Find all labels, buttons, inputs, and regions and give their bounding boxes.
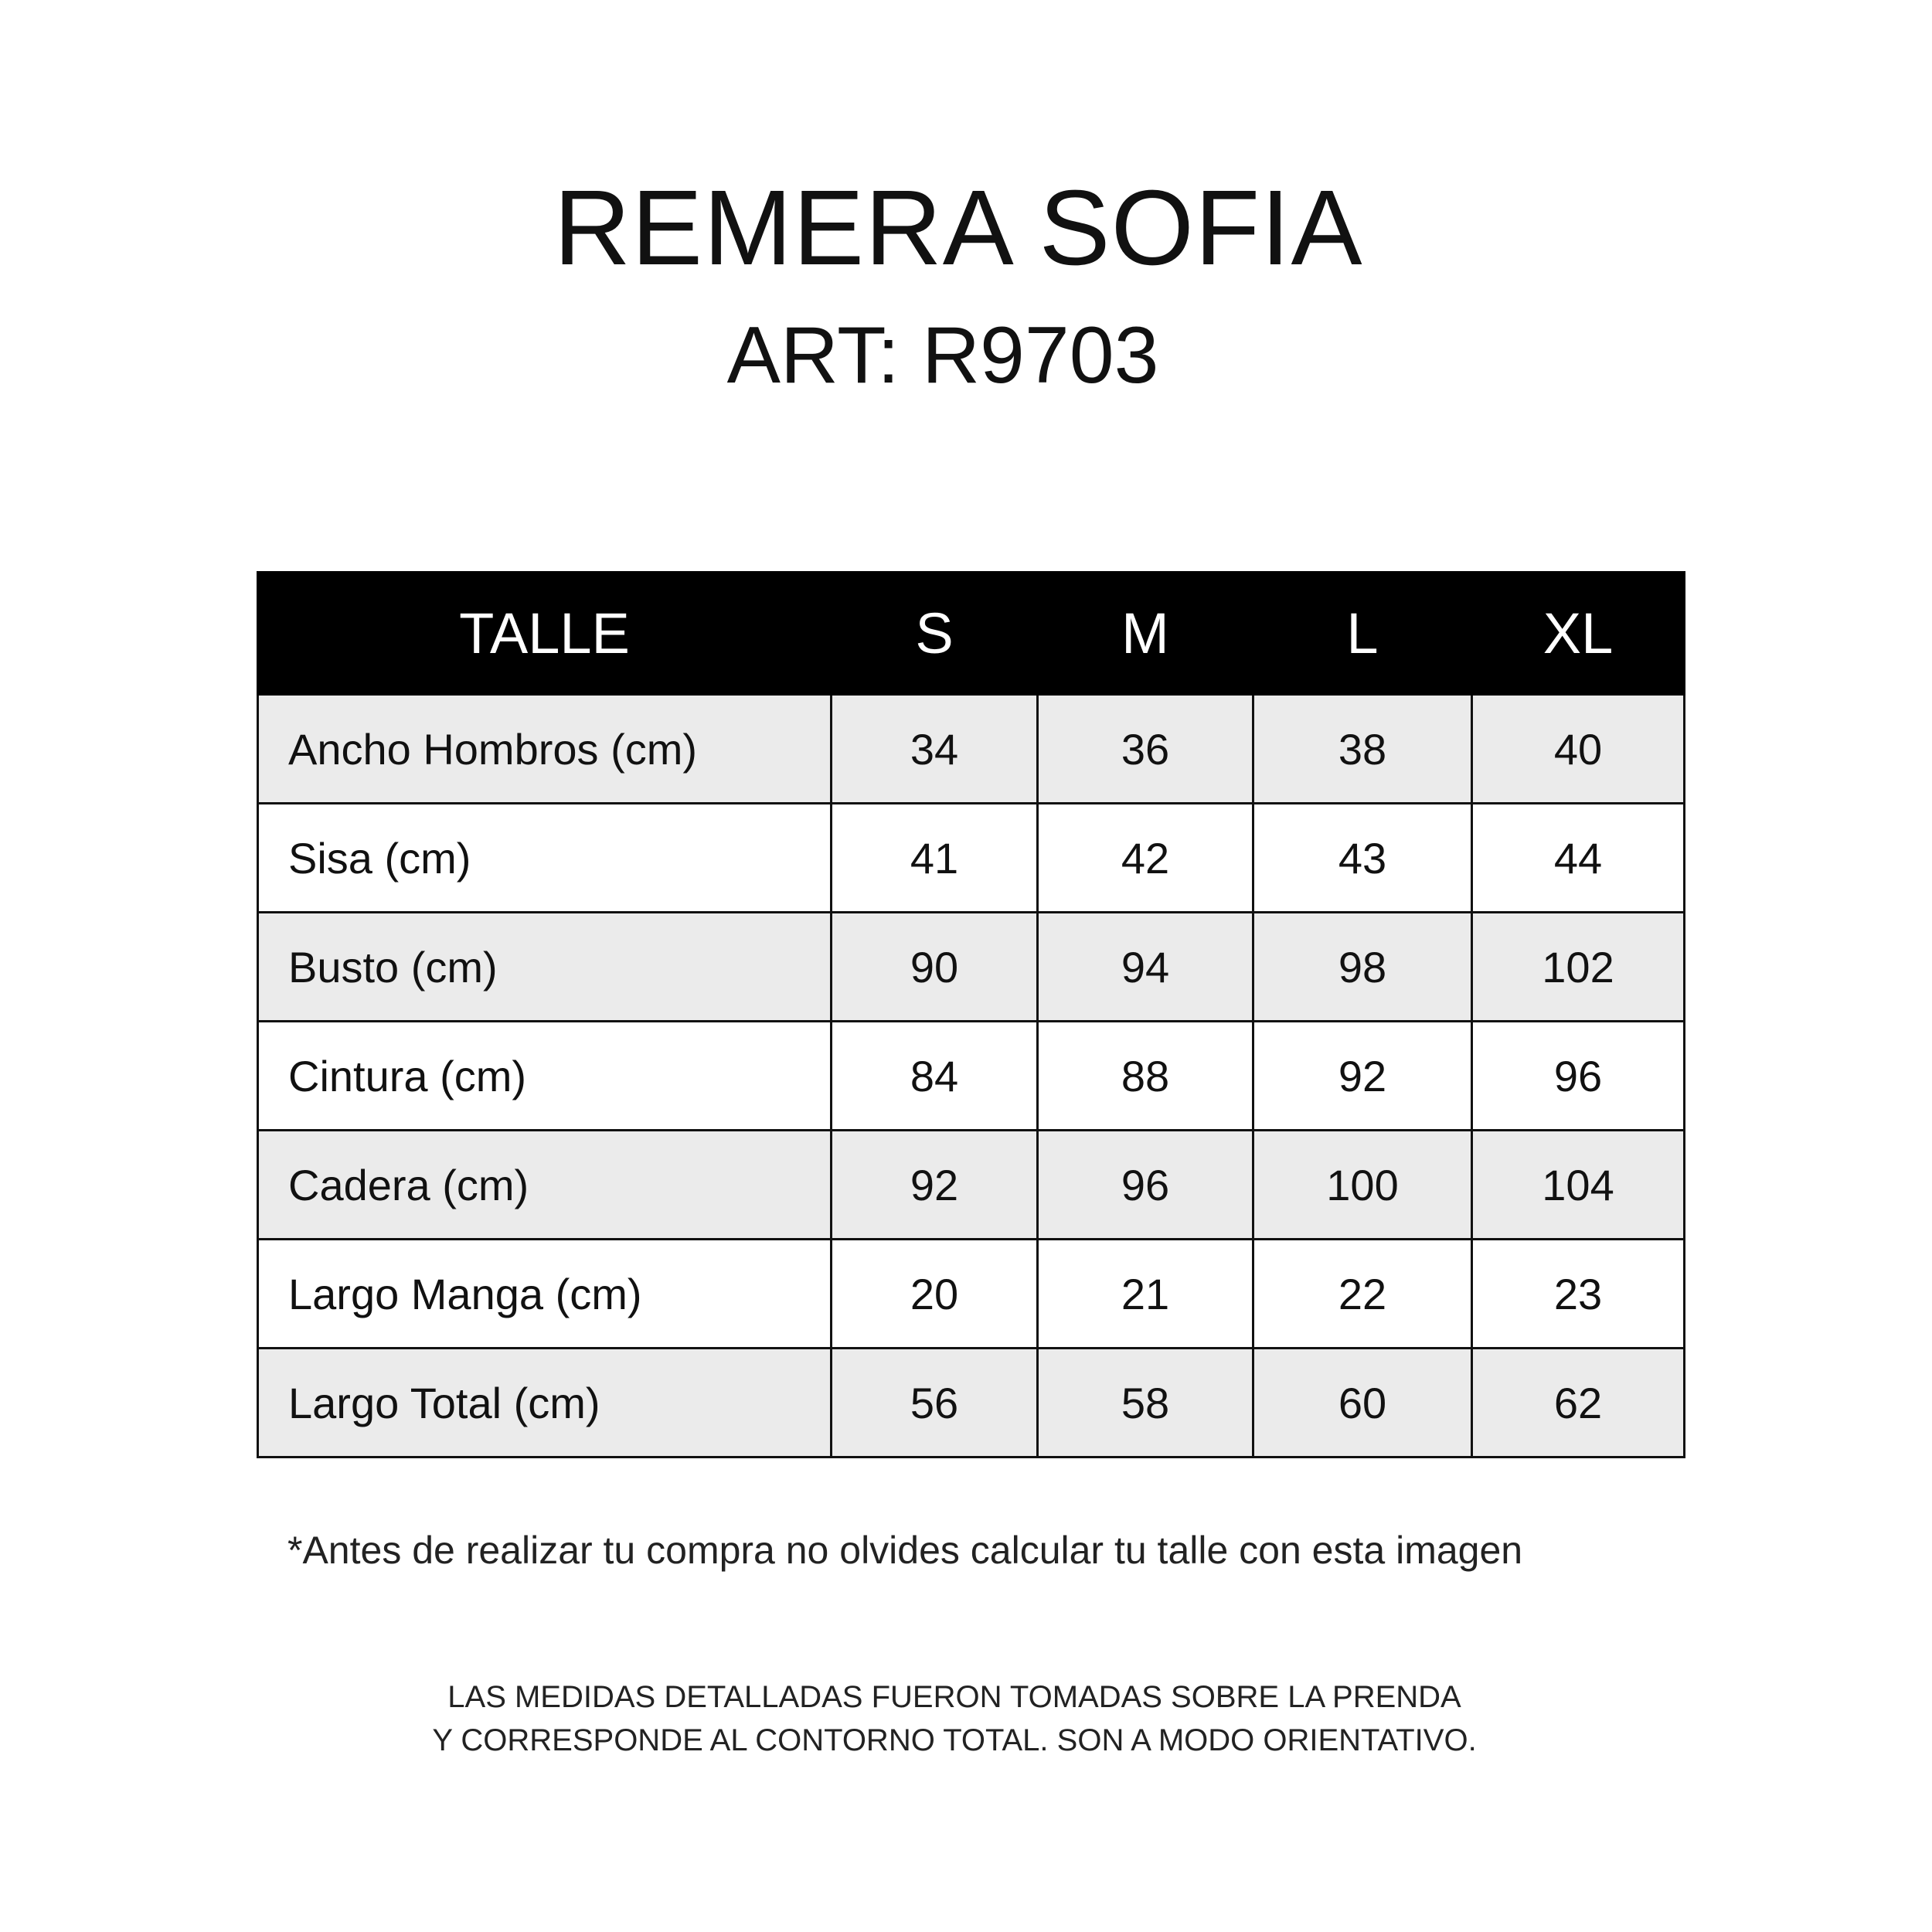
table-row <box>258 1349 1685 1458</box>
cell-value: 58 <box>1038 1349 1253 1458</box>
cell-value: 100 <box>1253 1131 1472 1240</box>
cell-value: 20 <box>832 1240 1038 1349</box>
cell-value: 56 <box>832 1349 1038 1458</box>
cell-value: 104 <box>1472 1131 1685 1240</box>
column-header-s: S <box>832 573 1038 695</box>
cell-value: 92 <box>832 1131 1038 1240</box>
size-advice-note: *Antes de realizar tu compra no olvides calcular tu talle con esta imagen <box>287 1529 1523 1572</box>
column-header-talle: TALLE <box>258 573 832 695</box>
cell-value: 84 <box>832 1022 1038 1131</box>
cell-value: 62 <box>1472 1349 1685 1458</box>
row-label: Cadera (cm) <box>258 1131 832 1240</box>
row-label: Largo Total (cm) <box>258 1349 832 1458</box>
row-label: Largo Manga (cm) <box>258 1240 832 1349</box>
column-header-l: L <box>1253 573 1472 695</box>
cell-value: 96 <box>1472 1022 1685 1131</box>
measurement-disclaimer <box>0 1675 1909 1762</box>
article-code: ART: R9703 <box>726 311 1159 400</box>
table-row <box>258 913 1685 1022</box>
row-label: Ancho Hombros (cm) <box>258 695 832 804</box>
cell-value: 23 <box>1472 1240 1685 1349</box>
cell-value: 94 <box>1038 913 1253 1022</box>
cell-value: 34 <box>832 695 1038 804</box>
disclaimer-line-2: Y CORRESPONDE AL CONTORNO TOTAL. SON A MODO ORIENTATIVO. <box>432 1723 1477 1757</box>
row-label: Busto (cm) <box>258 913 832 1022</box>
table-row <box>258 1022 1685 1131</box>
cell-value: 98 <box>1253 913 1472 1022</box>
row-label: Cintura (cm) <box>258 1022 832 1131</box>
size-chart-table <box>257 571 1685 1458</box>
product-title: REMERA SOFIA <box>553 168 1363 287</box>
cell-value: 92 <box>1253 1022 1472 1131</box>
cell-value: 44 <box>1472 804 1685 913</box>
cell-value: 90 <box>832 913 1038 1022</box>
cell-value: 43 <box>1253 804 1472 913</box>
cell-value: 96 <box>1038 1131 1253 1240</box>
cell-value: 60 <box>1253 1349 1472 1458</box>
cell-value: 102 <box>1472 913 1685 1022</box>
cell-value: 22 <box>1253 1240 1472 1349</box>
cell-value: 21 <box>1038 1240 1253 1349</box>
row-label: Sisa (cm) <box>258 804 832 913</box>
cell-value: 40 <box>1472 695 1685 804</box>
cell-value: 38 <box>1253 695 1472 804</box>
table-row <box>258 1240 1685 1349</box>
table-row <box>258 804 1685 913</box>
cell-value: 88 <box>1038 1022 1253 1131</box>
table-row <box>258 1131 1685 1240</box>
column-header-xl: XL <box>1472 573 1685 695</box>
column-header-m: M <box>1038 573 1253 695</box>
cell-value: 36 <box>1038 695 1253 804</box>
cell-value: 41 <box>832 804 1038 913</box>
table-header-row <box>258 573 1685 695</box>
table-row <box>258 695 1685 804</box>
cell-value: 42 <box>1038 804 1253 913</box>
disclaimer-line-1: LAS MEDIDAS DETALLADAS FUERON TOMADAS SOBRE LA PRENDA <box>447 1680 1461 1714</box>
